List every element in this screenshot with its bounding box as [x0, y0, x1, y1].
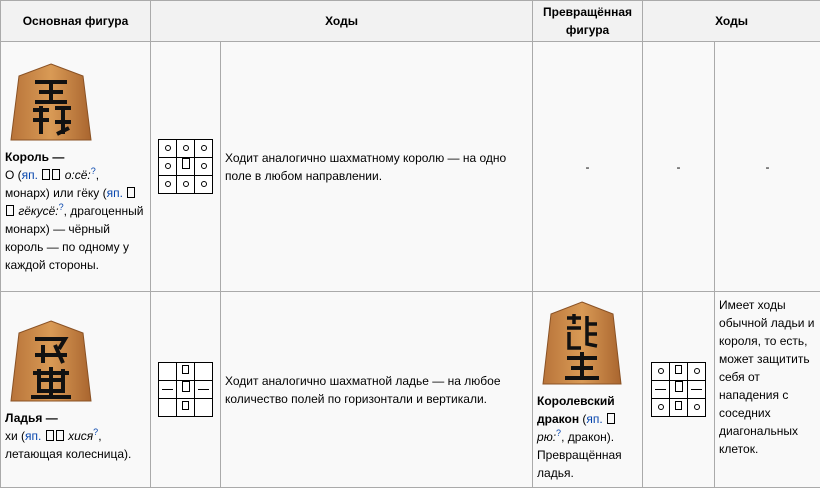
rook-cell: Ладья — хи (яп. хися?, летающая колесница).: [1, 292, 151, 488]
table-row-king: [1, 42, 820, 292]
dragon-moves-text: Имеет ходы обычной ладьи и короля, то есть, может защитить себя от нападения с соседних диагональных клеток.: [715, 292, 820, 488]
king-piece-image: [5, 62, 97, 144]
king-moves-diagram: [158, 139, 213, 194]
lang-link-ja[interactable]: яп.: [25, 428, 42, 443]
header-promoted-piece: Превращённая фигура: [533, 1, 643, 42]
pronunciation-link[interactable]: ?: [90, 165, 96, 176]
promoted-name-dragon: Королевский дракон: [537, 393, 615, 426]
lang-link-ja[interactable]: яп.: [21, 167, 39, 182]
header-base-piece: Основная фигура: [1, 1, 151, 42]
pronunciation-link[interactable]: ?: [556, 427, 562, 438]
pronunciation-link[interactable]: ?: [93, 426, 99, 437]
header-promoted-moves: Ходы: [643, 1, 820, 42]
pronunciation-link[interactable]: ?: [58, 201, 64, 212]
dragon-moves-diagram: [651, 362, 706, 417]
piece-name-king: Король: [5, 149, 50, 164]
missing-glyph-icon: [56, 430, 64, 441]
missing-glyph-icon: [127, 187, 135, 198]
lang-link-ja[interactable]: яп.: [586, 411, 603, 426]
rook-piece-image: [5, 319, 97, 405]
missing-glyph-icon: [6, 205, 14, 216]
rook-moves-diagram: [158, 362, 213, 417]
king-promoted-moves: -: [715, 42, 820, 292]
dragon-moves-diagram-cell: [643, 292, 715, 488]
missing-glyph-icon: [42, 169, 50, 180]
dragon-cell: Королевский дракон (яп. рю:?, дракон). Превращённая ладья.: [533, 292, 643, 488]
rook-moves-text: Ходит аналогично шахматной ладье — на любое количество полей по горизонтали и вертикали.: [221, 292, 533, 488]
king-promoted-piece: -: [533, 42, 643, 292]
king-moves-diagram-cell: [151, 42, 221, 292]
table-row-rook: [1, 292, 820, 488]
table-header-row: [1, 1, 820, 42]
dragon-piece-image: [537, 300, 627, 388]
piece-name-rook: Ладья: [5, 410, 43, 425]
missing-glyph-icon: [607, 413, 615, 424]
king-promoted-diagram: -: [643, 42, 715, 292]
missing-glyph-icon: [52, 169, 60, 180]
header-moves: Ходы: [151, 1, 533, 42]
king-cell: Король — О (яп. о:сё:?, монарх) или гёку (яп. гёкусё:?, драгоценный монарх) — чёрный король — по одному у каждой стороны.: [1, 42, 151, 292]
lang-link-ja[interactable]: яп.: [106, 185, 123, 200]
rook-moves-diagram-cell: [151, 292, 221, 488]
missing-glyph-icon: [46, 430, 54, 441]
king-moves-text: Ходит аналогично шахматному королю — на одно поле в любом направлении.: [221, 42, 533, 292]
